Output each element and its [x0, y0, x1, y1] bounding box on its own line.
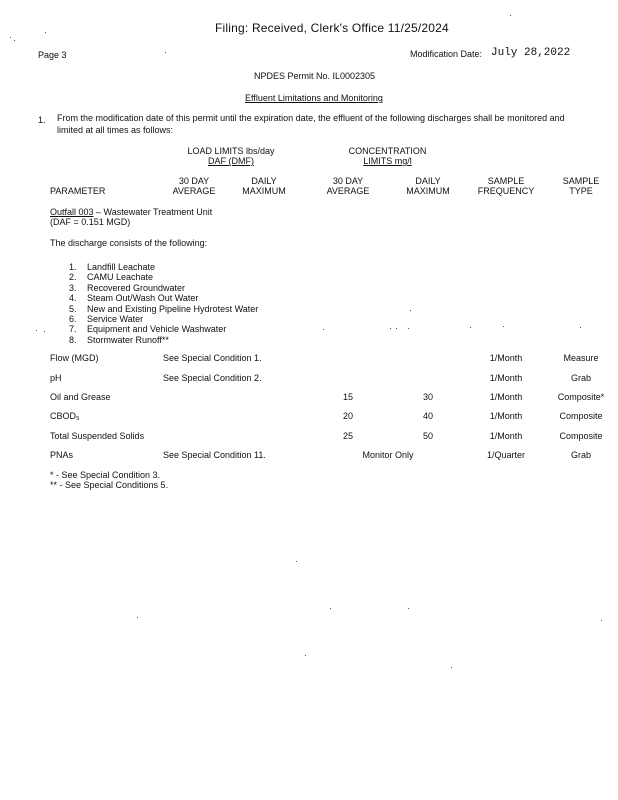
row-frequency: 1/Month: [489, 373, 523, 383]
section-title: Effluent Limitations and Monitoring: [245, 93, 383, 103]
row-type: Composite*: [557, 392, 605, 402]
page-label: Page 3: [38, 50, 67, 60]
row-parameter: CBOD₅: [50, 411, 80, 421]
col-load-30-day: 30 DAY AVERAGE: [172, 176, 216, 196]
row-conc-daily-max: 30: [422, 392, 433, 402]
row-type: Composite: [559, 411, 603, 421]
col-sample-type: SAMPLE TYPE: [562, 176, 600, 196]
row-conc-daily-max: 50: [422, 431, 433, 441]
row-frequency: 1/Month: [489, 353, 523, 363]
footnote-2: ** - See Special Conditions 5.: [50, 480, 169, 490]
row-parameter: PNAs: [50, 450, 74, 460]
col-sample-frequency: SAMPLE FREQUENCY: [477, 176, 535, 196]
row-parameter: Total Suspended Solids: [50, 431, 145, 441]
list-item: 7. Equipment and Vehicle Washwater: [69, 324, 227, 335]
intro-line-1: From the modification date of this permit until the expiration date, the effluent of the following discharges shall be monitored and: [57, 113, 565, 123]
row-type: Composite: [559, 431, 603, 441]
concentration-heading: CONCENTRATION: [348, 146, 427, 156]
modification-label: Modification Date:: [410, 49, 483, 59]
row-parameter: Oil and Grease: [50, 392, 111, 402]
permit-number: NPDES Permit No. IL0002305: [254, 71, 376, 81]
row-frequency: 1/Month: [489, 431, 523, 441]
col-parameter: PARAMETER: [50, 186, 106, 196]
outfall-description: – Wastewater Treatment Unit: [93, 207, 213, 217]
list-item: 6. Service Water: [69, 313, 144, 324]
row-load-note: See Special Condition 11.: [163, 450, 266, 460]
item-number: 1.: [38, 115, 46, 125]
list-item: 1. Landfill Leachate: [69, 262, 156, 272]
row-parameter: pH: [50, 373, 62, 383]
outfall-daf: (DAF = 0.151 MGD): [50, 217, 131, 227]
intro-line-2: limited at all times as follows:: [57, 125, 174, 135]
row-conc-30-day: 20: [342, 411, 353, 421]
table-row: [0, 353, 618, 365]
discharge-intro: The discharge consists of the following:: [50, 238, 208, 248]
row-parameter: Flow (MGD): [50, 353, 99, 363]
row-frequency: 1/Quarter: [486, 450, 526, 460]
col-conc-30-day: 30 DAY AVERAGE: [326, 176, 370, 196]
table-row: [0, 373, 618, 385]
concentration-sub: LIMITS mg/l: [363, 156, 412, 166]
table-row: [0, 431, 618, 443]
filing-stamp: Filing: Received, Clerk's Office 11/25/2024: [215, 21, 449, 35]
outfall-number: Outfall 003: [50, 207, 94, 217]
discharge-list: [69, 262, 258, 345]
row-load-note: See Special Condition 2.: [163, 373, 262, 383]
row-type: Grab: [570, 373, 591, 383]
load-limits-sub: DAF (DMF): [208, 156, 254, 166]
row-type: Measure: [563, 353, 599, 363]
list-item: 8. Stormwater Runoff**: [69, 334, 169, 345]
row-type: Grab: [570, 450, 591, 460]
list-item: 4. Steam Out/Wash Out Water: [69, 293, 199, 304]
list-item: 3. Recovered Groundwater: [69, 282, 186, 293]
modification-date: July 28,2022: [491, 47, 571, 59]
table-row: [0, 450, 618, 462]
list-item: 5. New and Existing Pipeline Hydrotest Water: [69, 303, 259, 314]
row-conc-30-day: 25: [342, 431, 353, 441]
table-row: [0, 392, 618, 404]
col-conc-daily-max: DAILY MAXIMUM: [406, 176, 450, 196]
col-load-daily-max: DAILY MAXIMUM: [242, 176, 286, 196]
list-item: 2. CAMU Leachate: [69, 272, 154, 283]
footnote-1: * - See Special Condition 3.: [50, 470, 161, 480]
outfall-title: [50, 207, 212, 217]
row-conc-note: Monitor Only: [362, 450, 414, 460]
row-frequency: 1/Month: [489, 411, 523, 421]
table-row: [0, 411, 618, 423]
row-load-note: See Special Condition 1.: [163, 353, 262, 363]
row-frequency: 1/Month: [489, 392, 523, 402]
row-conc-daily-max: 40: [422, 411, 433, 421]
load-limits-heading: LOAD LIMITS lbs/day: [187, 146, 275, 156]
row-conc-30-day: 15: [342, 392, 353, 402]
